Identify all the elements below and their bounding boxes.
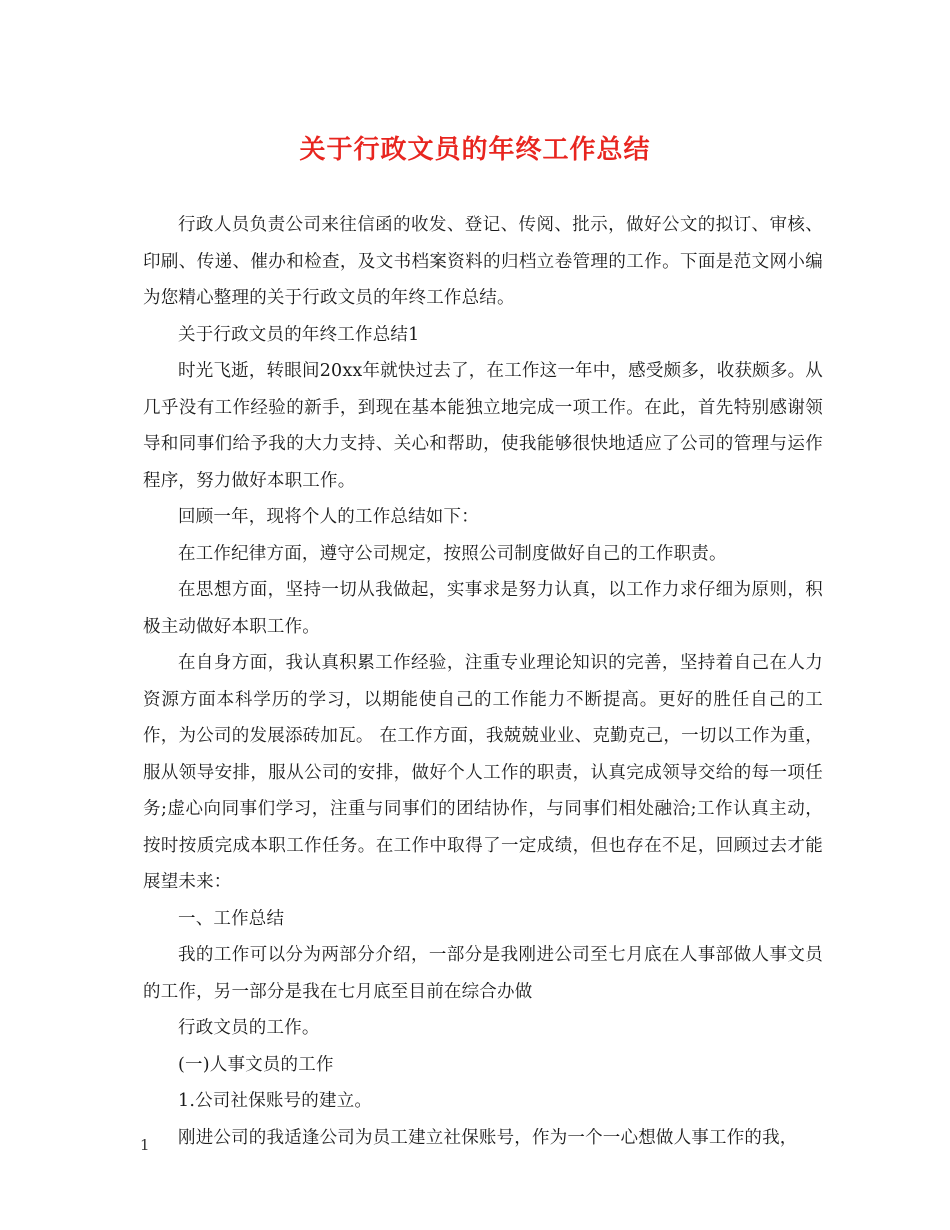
document-title: 关于行政文员的年终工作总结: [299, 135, 651, 165]
paragraph: 在工作纪律方面，遵守公司规定，按照公司制度做好自己的工作职责。: [178, 543, 727, 564]
paragraph-subheading: (一)人事文员的工作: [178, 1054, 334, 1075]
paragraph: 刚进公司的我适逢公司为员工建立社保账号，作为一个一心想做人事工作的我，: [178, 1127, 798, 1148]
paragraph-section-heading: 关于行政文员的年终工作总结1: [178, 324, 420, 345]
paragraph-subheading: 1.公司社保账号的建立。: [178, 1091, 373, 1111]
paragraph: 行政文员的工作。: [178, 1018, 320, 1038]
paragraph: 我的工作可以分为两部分介绍，一部分是我刚进公司至七月底在人事部做人事文员的工作，另一部分是我在七月底至目前在综合办做: [143, 945, 823, 1002]
paragraph-intro: 行政人员负责公司来往信函的收发、登记、传阅、批示，做好公文的拟订、审核、印刷、传递、催办和检查，及文书档案资料的归档立卷管理的工作。下面是范文网小编为您精心整理的关于行政文员的年终工作总结。: [143, 215, 823, 308]
paragraph: 在自身方面，我认真积累工作经验，注重专业理论知识的完善，坚持着自己在人力资源方面本科学历的学习，以期能使自己的工作能力不断提高。更好的胜任自己的工作，为公司的发展添砖加瓦。 在工作方面，我兢兢业业、克勤克己，一切以工作为重，服从领导安排，服从公司的安排，做好个人工作的职责，认真完成领导交给的每一项任务;虚心向同事们学习，注重与同事们的团结协作，与同事们相处融洽;工作认真主动，按时按质完成本职工作任务。在工作中取得了一定成绩，但也存在不足，回顾过去才能展望未来：: [143, 653, 823, 892]
paragraph-heading: 一、工作总结: [178, 908, 285, 929]
paragraph: 时光飞逝，转眼间20xx年就快过去了，在工作这一年中，感受颇多，收获颇多。从几乎没有工作经验的新手，到现在基本能独立地完成一项工作。在此，首先特别感谢领导和同事们给予我的大力支持、关心和帮助，使我能够很快地适应了公司的管理与运作程序，努力做好本职工作。: [143, 361, 823, 491]
document-body: [143, 207, 823, 1156]
paragraph: 回顾一年，现将个人的工作总结如下：: [178, 507, 479, 527]
paragraph: 在思想方面，坚持一切从我做起，实事求是努力认真，以工作力求仔细为原则，积极主动做好本职工作。: [143, 580, 823, 637]
page-number: 1: [140, 1136, 150, 1154]
